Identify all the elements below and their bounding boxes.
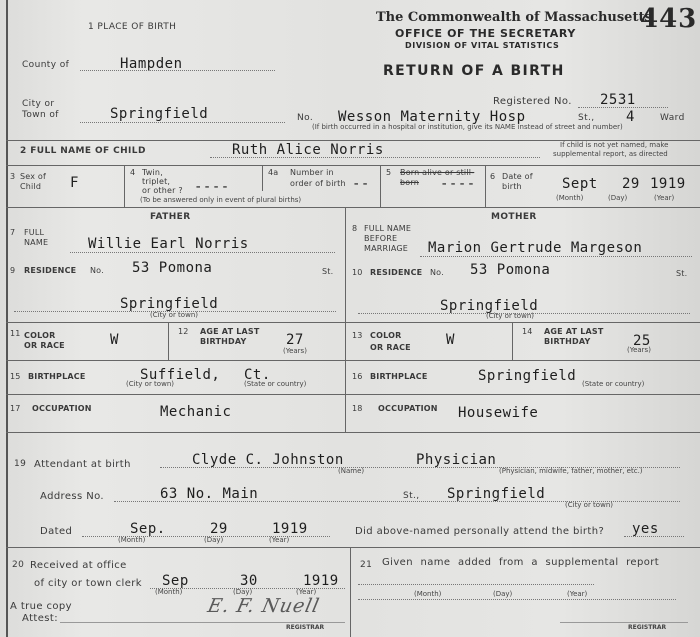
attendant-number: 19 xyxy=(14,459,27,469)
mother-occupation: Housewife xyxy=(458,405,539,421)
supplement-note-1: If child is not yet named, make xyxy=(560,141,669,149)
received-label-2: of city or town clerk xyxy=(34,578,142,589)
mother-res-no-label: No. xyxy=(430,268,444,277)
birth-day-caption: (Day) xyxy=(608,194,628,202)
father-age-label-2: BIRTHDAY xyxy=(200,337,247,346)
received-month-caption: (Month) xyxy=(155,588,183,596)
born-number: 5 xyxy=(386,168,392,177)
address-city-caption: (City or town) xyxy=(565,501,613,509)
mother-color: W xyxy=(446,332,455,348)
twin-label-3: or other ? xyxy=(142,186,183,195)
address-city: Springfield xyxy=(447,486,546,502)
rule xyxy=(6,360,700,361)
father-color: W xyxy=(110,332,119,348)
attend-question: Did above-named personally attend the birth? xyxy=(355,526,605,537)
father-occ-number: 17 xyxy=(10,404,21,413)
street-no-label: No. xyxy=(297,113,314,123)
father-occ-label: OCCUPATION xyxy=(32,404,92,413)
birth-month-caption: (Month) xyxy=(556,194,584,202)
city-label-1: City or xyxy=(22,99,55,109)
mother-bp-state-caption: (State or country) xyxy=(582,380,645,388)
dated-day: 29 xyxy=(210,521,228,537)
mother-bp-city: Springfield xyxy=(478,368,577,384)
birth-month: Sept xyxy=(562,176,598,192)
father-bp-number: 15 xyxy=(10,372,21,381)
attend-answer: yes xyxy=(632,521,659,537)
mother-age-label-2: BIRTHDAY xyxy=(544,337,591,346)
father-bp-state-caption: (State or country) xyxy=(244,380,307,388)
left-border xyxy=(6,0,8,637)
mother-name-number: 8 xyxy=(352,224,358,233)
father-bp-city-caption: (City or town) xyxy=(126,380,174,388)
county-value: Hampden xyxy=(120,56,183,72)
mother-occ-number: 18 xyxy=(352,404,363,413)
mother-st-label: St. xyxy=(676,269,688,278)
supplemental-name-line xyxy=(358,584,594,585)
city-value: Springfield xyxy=(110,106,209,122)
father-res-label: RESIDENCE xyxy=(24,266,77,275)
order-label-2: order of birth xyxy=(290,179,346,188)
rule xyxy=(124,165,125,207)
rule xyxy=(6,165,700,166)
mother-name-line xyxy=(420,256,692,257)
rule xyxy=(485,165,486,207)
supplemental-registrar-line xyxy=(560,622,688,623)
received-number: 20 xyxy=(12,560,25,570)
mother-res-number: 10 xyxy=(352,268,363,277)
dated-year: 1919 xyxy=(272,521,308,537)
hospital-note: (If birth occurred in a hospital or institution, give its NAME instead of street and number) xyxy=(312,123,623,131)
birth-year-caption: (Year) xyxy=(654,194,675,202)
mother-name-label-2: BEFORE xyxy=(364,234,398,243)
supplemental-day-caption: (Day) xyxy=(493,590,513,598)
mother-age-label-1: AGE AT LAST xyxy=(544,327,604,336)
mother-color-label-1: COLOR xyxy=(370,331,402,340)
attest-label: Attest: xyxy=(22,613,58,624)
mother-res-label: RESIDENCE xyxy=(370,268,423,277)
received-year: 1919 xyxy=(303,573,339,589)
address-street: 63 No. Main xyxy=(160,486,259,502)
rule xyxy=(6,322,700,323)
father-bp-state: Ct. xyxy=(244,367,271,383)
father-heading: FATHER xyxy=(150,212,191,222)
child-name-line xyxy=(210,157,540,158)
received-day-caption: (Day) xyxy=(233,588,253,596)
twin-label-2: triplet, xyxy=(142,177,171,186)
rule xyxy=(345,207,346,432)
mother-name: Marion Gertrude Margeson xyxy=(428,240,643,256)
street-st-label: St., xyxy=(578,113,595,123)
father-name-label-1: FULL xyxy=(24,228,45,237)
rule xyxy=(6,394,700,395)
mother-color-label-2: OR RACE xyxy=(370,343,411,352)
father-age-number: 12 xyxy=(178,327,189,336)
signature-line xyxy=(60,622,345,623)
father-res-no-label: No. xyxy=(90,266,104,275)
received-day: 30 xyxy=(240,573,258,589)
father-bp-label: BIRTHPLACE xyxy=(28,372,86,381)
mother-occ-label: OCCUPATION xyxy=(378,404,438,413)
born-label-1: Born alive or still- xyxy=(400,168,475,177)
county-line xyxy=(80,70,275,71)
attendant-name-caption: (Name) xyxy=(338,467,365,475)
supplemental-date-line xyxy=(358,599,676,600)
registered-line xyxy=(578,107,668,108)
received-year-caption: (Year) xyxy=(296,588,317,596)
place-of-birth-label: 1 PLACE OF BIRTH xyxy=(88,22,177,32)
county-label: County of xyxy=(22,60,70,70)
attendant-title: Physician xyxy=(416,452,497,468)
born-label-2: born xyxy=(400,178,419,187)
city-line xyxy=(80,122,285,123)
rule xyxy=(168,322,169,360)
registered-label: Registered No. xyxy=(493,96,572,107)
date-label-1: Date of xyxy=(502,172,533,181)
father-color-number: 11 xyxy=(10,329,21,338)
father-occupation: Mechanic xyxy=(160,404,232,420)
address-st-label: St., xyxy=(403,491,420,501)
mother-bp-label: BIRTHPLACE xyxy=(370,372,428,381)
division-heading: DIVISION OF VITAL STATISTICS xyxy=(405,41,560,50)
dated-year-caption: (Year) xyxy=(269,536,290,544)
rule xyxy=(380,165,381,207)
supplemental-registrar-label: REGISTRAR xyxy=(628,624,667,631)
order-label-1: Number in xyxy=(290,168,334,177)
father-years-caption: (Years) xyxy=(283,347,307,355)
ward-value: 4 xyxy=(626,109,635,125)
rule xyxy=(512,322,513,360)
birth-year: 1919 xyxy=(650,176,686,192)
father-bp-city: Suffield, xyxy=(140,367,221,383)
dated-day-caption: (Day) xyxy=(204,536,224,544)
father-name-number: 7 xyxy=(10,228,16,237)
sex-label-2: Child xyxy=(20,182,42,191)
commonwealth-heading: The Commonwealth of Massachusetts xyxy=(376,10,652,25)
mother-color-number: 13 xyxy=(352,331,363,340)
father-age: 27 xyxy=(286,332,304,348)
received-label-1: Received at office xyxy=(30,560,127,571)
mother-bp-number: 16 xyxy=(352,372,363,381)
birth-day: 29 xyxy=(622,176,640,192)
ward-label: Ward xyxy=(660,113,685,123)
order-value: -- xyxy=(352,176,370,192)
twin-value: ---- xyxy=(194,179,230,195)
attendant-label: Attendant at birth xyxy=(34,459,131,470)
street-value: Wesson Maternity Hosp xyxy=(338,109,526,125)
attend-line xyxy=(624,536,684,537)
mother-name-label-1: FULL NAME xyxy=(364,224,412,233)
city-label-2: Town of xyxy=(22,110,59,120)
father-name-label-2: NAME xyxy=(24,238,49,247)
father-age-label-1: AGE AT LAST xyxy=(200,327,260,336)
supplemental-year-caption: (Year) xyxy=(567,590,588,598)
child-name: Ruth Alice Norris xyxy=(232,142,384,158)
father-res-city: Springfield xyxy=(120,296,219,312)
office-heading: OFFICE OF THE SECRETARY xyxy=(395,27,576,40)
mother-name-label-3: MARRIAGE xyxy=(364,244,409,253)
mother-res-street: 53 Pomona xyxy=(470,262,551,278)
address-label: Address No. xyxy=(40,491,105,502)
sex-label-1: Sex of xyxy=(20,172,47,181)
supplemental-number: 21 xyxy=(360,560,373,570)
rule xyxy=(262,165,263,191)
registrar-signature: E. F. Nuell xyxy=(205,595,322,617)
father-name-line xyxy=(70,252,335,253)
mother-years-caption: (Years) xyxy=(627,346,651,354)
dated-month: Sep. xyxy=(130,521,166,537)
registrar-label: REGISTRAR xyxy=(286,624,325,631)
supplement-note-2: supplemental report, as directed xyxy=(553,150,668,158)
dated-label: Dated xyxy=(40,526,73,537)
twin-number: 4 xyxy=(130,168,136,177)
father-st-label: St. xyxy=(322,267,334,276)
attendant-title-caption: (Physician, midwife, father, mother, etc.) xyxy=(499,467,643,475)
mother-heading: MOTHER xyxy=(491,212,537,222)
mother-age-number: 14 xyxy=(522,327,533,336)
father-res-number: 9 xyxy=(10,266,16,275)
date-number: 6 xyxy=(490,172,496,181)
plural-note: (To be answered only in event of plural births) xyxy=(140,196,302,204)
father-name: Willie Earl Norris xyxy=(88,236,249,252)
document-number: 443 xyxy=(640,4,698,34)
registered-number: 2531 xyxy=(600,92,636,108)
sex-value: F xyxy=(70,175,79,191)
twin-label-1: Twin, xyxy=(142,168,163,177)
father-res-street: 53 Pomona xyxy=(132,260,213,276)
sex-number: 3 xyxy=(10,172,16,181)
supplemental-text: Given name added from a supplemental report xyxy=(382,557,660,568)
rule xyxy=(350,547,351,637)
born-value: ---- xyxy=(440,176,476,192)
mother-res-city: Springfield xyxy=(440,298,539,314)
true-copy-label: A true copy xyxy=(10,601,73,612)
father-color-label-1: COLOR xyxy=(24,331,56,340)
child-name-label: 2 FULL NAME OF CHILD xyxy=(20,146,146,156)
order-number: 4a xyxy=(268,168,279,177)
received-month: Sep xyxy=(162,573,189,589)
mother-age: 25 xyxy=(633,333,651,349)
mother-city-caption: (City or town) xyxy=(486,312,534,320)
father-city-caption: (City or town) xyxy=(150,311,198,319)
father-color-label-2: OR RACE xyxy=(24,341,65,350)
dated-month-caption: (Month) xyxy=(118,536,146,544)
attendant-name: Clyde C. Johnston xyxy=(192,452,344,468)
date-label-2: birth xyxy=(502,182,522,191)
form-title: RETURN OF A BIRTH xyxy=(383,63,565,79)
rule xyxy=(6,207,700,208)
supplemental-month-caption: (Month) xyxy=(414,590,442,598)
rule xyxy=(6,547,700,548)
rule xyxy=(6,432,700,433)
